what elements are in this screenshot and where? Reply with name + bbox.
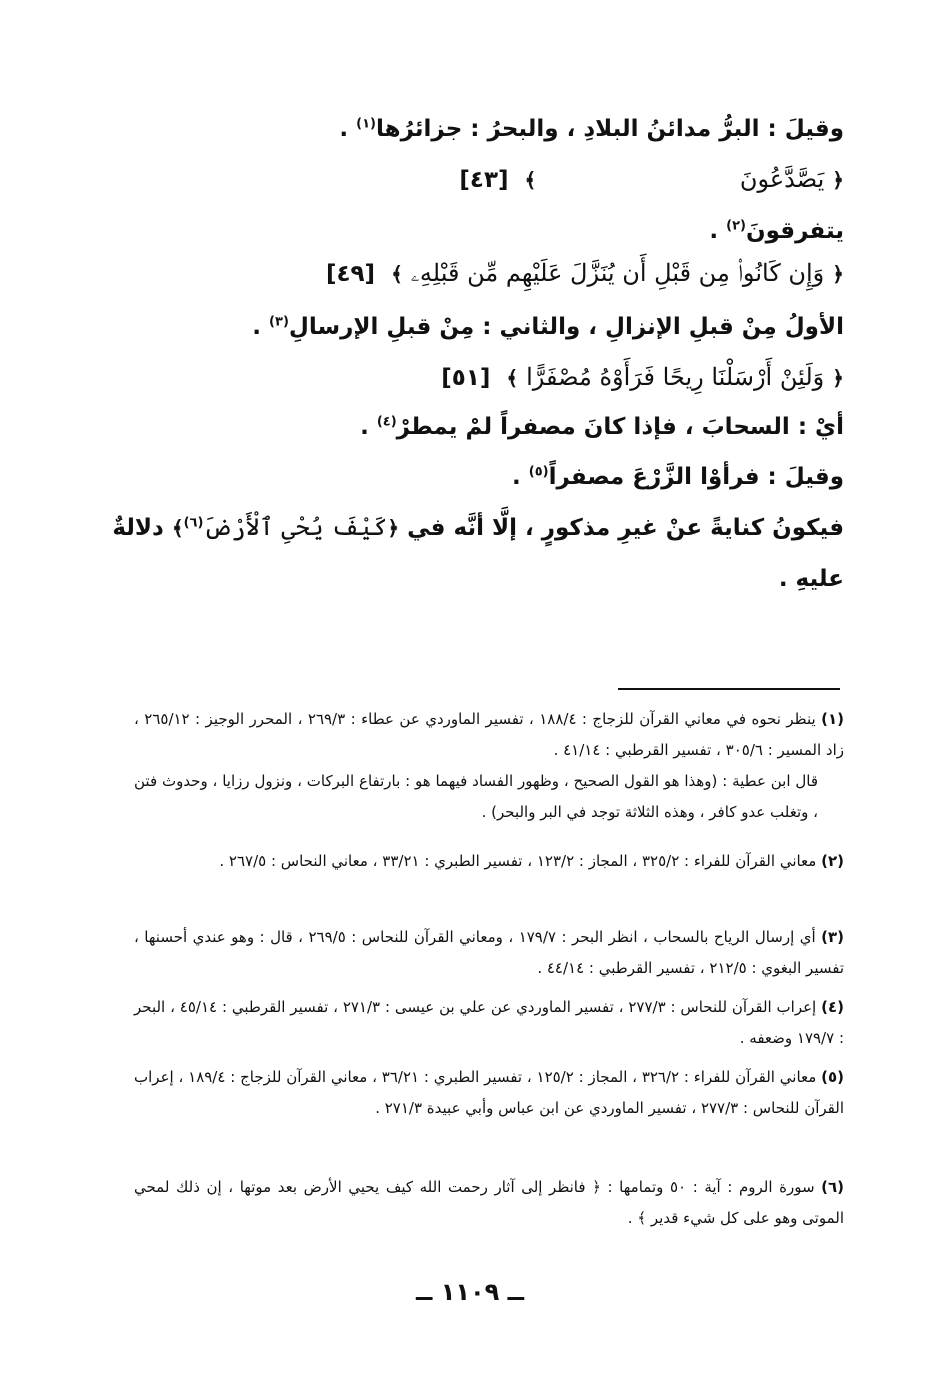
footnote-marker[interactable]: (٥) xyxy=(528,464,549,480)
quran-line-2 xyxy=(326,258,844,289)
quran-verse: كَيْفَ يُحْىِ ٱلْأَرْضَ xyxy=(203,513,388,541)
text-line-1 xyxy=(339,114,844,144)
quran-verse: وَإِن كَانُوا۟ مِن قَبْلِ أَن يُنَزَّلَ عَلَيْهِم مِّن قَبْلِهِۦ xyxy=(410,259,825,287)
footnote-1 xyxy=(134,704,844,828)
footnote-3 xyxy=(134,922,844,984)
line-punct: . xyxy=(360,414,377,440)
line-text: يتفرقونَ xyxy=(746,218,844,244)
text-line-5 xyxy=(512,462,844,492)
footnote-text: معاني القرآن للفراء : ٣٢٦/٢ ، المجاز : ١٢٥/٢ ، تفسير الطبري : ٣٦/٢١ ، معاني القرآن للزجاج : ١٨٩/٤ ، إعراب القرآن للنحاس : ٢٧٧/٣ ، تفسير الماوردي عن ابن عباس وأبي عبيدة ٢٧١/٣ . xyxy=(134,1068,844,1117)
quran-verse: وَلَئِنْ أَرْسَلْنَا رِيحًا فَرَأَوْهُ مُصْفَرًّا xyxy=(526,363,825,391)
footnote-2 xyxy=(134,846,844,877)
close-bracket-ornament: ﴾ xyxy=(171,516,184,540)
close-bracket-ornament: ﴾ xyxy=(391,262,403,286)
footnote-quote: قال ابن عطية : (وهذا هو القول الصحيح ، وظهور الفساد فيهما هو : بارتفاع البركات ، ونزول رزايا ، وحدوث فتن ، وتغلب عدو كافر ، وهذه الثلاثة توجد في البر والبحر) . xyxy=(134,772,818,821)
page-number: ــ ١١٠٩ ــ xyxy=(415,1278,525,1306)
footnote-marker[interactable]: (٦) xyxy=(183,515,204,531)
text-line-4 xyxy=(360,412,844,442)
footnote-6 xyxy=(134,1172,844,1234)
text-line-3 xyxy=(252,312,844,342)
quran-line-3 xyxy=(441,362,844,393)
footnote-number: (٢) xyxy=(821,852,844,870)
line-text: فيكونُ كنايةً عنْ غيرِ مذكورٍ ، إلَّا أنَّه في xyxy=(407,515,844,541)
line-text: وقيلَ : البرُّ مدائنُ البلادِ ، والبحرُ : جزائرُها xyxy=(376,116,844,142)
footnote-marker[interactable]: (٤) xyxy=(376,414,397,430)
close-bracket-ornament: ﴾ xyxy=(524,168,537,192)
open-bracket-ornament: ﴿ xyxy=(832,168,844,192)
open-bracket-ornament: ﴿ xyxy=(832,262,844,286)
footnote-text: أي إرسال الرياح بالسحاب ، انظر البحر : ١٧٩/٧ ، ومعاني القرآن للنحاس : ٢٦٩/٥ ، قال : وهو عندي أحسنها ، تفسير البغوي : ٢١٢/٥ ، تفسير القرطبي : ٤٤/١٤ . xyxy=(134,928,844,977)
footnote-number: (٥) xyxy=(821,1068,844,1086)
line-text: عليهِ . xyxy=(778,566,844,592)
text-line-7 xyxy=(779,564,844,594)
line-text: وقيلَ : فرأوْا الزَّرْعَ مصفراً xyxy=(548,464,844,490)
footnote-marker[interactable]: (٣) xyxy=(269,314,289,330)
quran-verse: يَصَّدَّعُونَ xyxy=(739,165,825,193)
footnote-text: إعراب القرآن للنحاس : ٢٧٧/٣ ، تفسير الماوردي عن علي بن عيسى : ٢٧١/٣ ، تفسير القرطبي : ٤٥/١٤ ، البحر : ١٧٩/٧ وضعفه . xyxy=(134,998,844,1047)
footnote-number: (١) xyxy=(821,710,844,728)
line-text: أيْ : السحابَ ، فإذا كانَ مصفراً لمْ يمطرْ xyxy=(396,414,844,440)
footnote-text: ينظر نحوه في معاني القرآن للزجاج : ١٨٨/٤ ، تفسير الماوردي عن عطاء : ٢٦٩/٣ ، المحرر الوجيز : ٢٦٥/١٢ ، زاد المسير : ٣٠٥/٦ ، تفسير القرطبي : ٤١/١٤ . xyxy=(134,710,844,759)
line-punct: . xyxy=(512,464,529,490)
ayah-number: [٥١] xyxy=(441,365,491,391)
line-text-end: دلالةٌ xyxy=(112,515,164,541)
footnote-number: (٣) xyxy=(821,928,845,946)
footnote-4 xyxy=(134,992,844,1054)
footnote-marker[interactable]: (٢) xyxy=(726,218,746,234)
open-bracket-ornament: ﴿ xyxy=(387,516,400,540)
footnote-number: (٦) xyxy=(821,1178,845,1196)
line-punct: . xyxy=(709,218,727,244)
quran-line-1 xyxy=(459,164,844,195)
text-line-6 xyxy=(112,512,844,543)
footnote-marker[interactable]: (١) xyxy=(356,116,376,132)
close-bracket-ornament: ﴾ xyxy=(506,366,519,390)
footnote-text: سورة الروم : آية : ٥٠ وتمامها : ﴿ فانظر إلى آثار رحمت الله كيف يحيي الأرض بعد موتها ، إن ذلك لمحي الموتى وهو على كل شيء قدير ﴾ . xyxy=(134,1178,844,1227)
footnote-number: (٤) xyxy=(821,998,844,1016)
ayah-number: [٤٣] xyxy=(459,167,509,193)
line-punct: . xyxy=(339,116,357,142)
footnote-separator xyxy=(618,688,840,690)
open-bracket-ornament: ﴿ xyxy=(832,366,844,390)
line-text: الأولُ مِنْ قبلِ الإنزالِ ، والثاني : مِنْ قبلِ الإرسالِ xyxy=(288,314,844,340)
ayah-number: [٤٩] xyxy=(325,261,376,287)
footnote-text: معاني القرآن للفراء : ٣٢٥/٢ ، المجاز : ١٢٣/٢ ، تفسير الطبري : ٣٣/٢١ ، معاني النحاس : ٢٦٧/٥ . xyxy=(219,852,817,870)
footnote-5 xyxy=(134,1062,844,1124)
line-punct: . xyxy=(252,314,270,340)
text-line-2 xyxy=(709,216,844,246)
